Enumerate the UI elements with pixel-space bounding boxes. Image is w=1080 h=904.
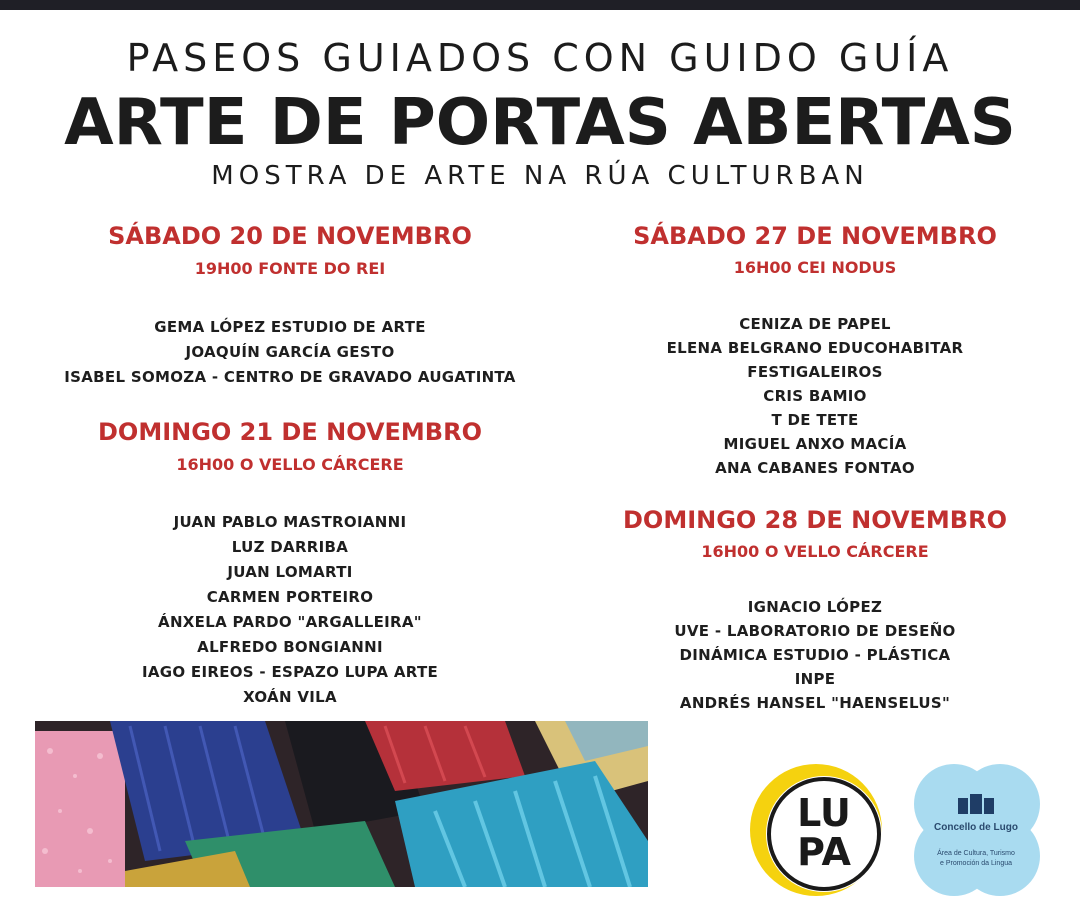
- artist-list-sun28: [590, 595, 1040, 715]
- artist-item: ALFREDO BONGIANNI: [197, 638, 383, 656]
- artist-item: ISABEL SOMOZA - CENTRO DE GRAVADO AUGATINTA: [64, 368, 516, 386]
- artist-item: CRIS BAMIO: [763, 387, 867, 405]
- artist-item: IAGO EIREOS - ESPAZO LUPA ARTE: [141, 663, 439, 681]
- event-place-sun21: 16H00 O VELLO CÁRCERE: [176, 455, 404, 474]
- lupa-logo-line1: LU: [797, 791, 851, 835]
- concello-de-lugo-logo: [906, 760, 1046, 900]
- event-day-sun28: DOMINGO 28 DE NOVEMBRO: [623, 506, 1007, 534]
- concello-name: Concello de Lugo: [934, 822, 1018, 833]
- lupa-logo: [748, 760, 888, 900]
- event-day-sat20: SÁBADO 20 DE NOVEMBRO: [108, 222, 472, 250]
- event-day-sun21: DOMINGO 21 DE NOVEMBRO: [98, 418, 482, 446]
- event-place-sat27: 16H00 CEI NODUS: [733, 258, 897, 277]
- artist-item: CENIZA DE PAPEL: [739, 315, 891, 333]
- lupa-logo-line2: PA: [797, 830, 851, 874]
- header-subtitle: PASEOS GUIADOS CON GUIDO GUÍA: [126, 36, 954, 80]
- artist-item: ANA CABANES FONTAO: [715, 459, 915, 477]
- artist-item: CARMEN PORTEIRO: [206, 588, 374, 606]
- artist-item: T DE TETE: [771, 411, 859, 429]
- artist-item: IGNACIO LÓPEZ: [747, 598, 883, 616]
- artist-item: DINÁMICA ESTUDIO - PLÁSTICA: [679, 646, 951, 664]
- page-title: ARTE DE PORTAS ABERTAS: [64, 86, 1016, 160]
- artist-item: UVE - LABORATORIO DE DESEÑO: [674, 622, 956, 640]
- artist-list-sun21: [40, 510, 540, 710]
- artist-item: JUAN PABLO MASTROIANNI: [173, 513, 407, 531]
- artist-item: LUZ DARRIBA: [231, 538, 349, 556]
- artist-item: ANDRÉS HANSEL "HAENSELUS": [679, 694, 951, 712]
- artist-item: GEMA LÓPEZ ESTUDIO DE ARTE: [154, 318, 426, 336]
- artist-list-sat27: [590, 312, 1040, 480]
- concello-dept-line2: e Promoción da Lingua: [940, 860, 1012, 867]
- paint-brushes-image: [35, 721, 648, 887]
- artist-list-sat20: [40, 315, 540, 390]
- event-place-sat20: 19H00 FONTE DO REI: [194, 259, 386, 278]
- artist-item: INPE: [794, 670, 836, 688]
- right-column: [590, 0, 1040, 720]
- artist-item: ELENA BELGRANO EDUCOHABITAR: [666, 339, 964, 357]
- header-tagline: MOSTRA DE ARTE NA RÚA CULTURBAN: [211, 161, 869, 191]
- event-day-sat27: SÁBADO 27 DE NOVEMBRO: [633, 222, 997, 250]
- artist-item: ÁNXELA PARDO "ARGALLEIRA": [158, 613, 422, 631]
- artist-item: XOÁN VILA: [243, 688, 337, 706]
- artist-item: JOAQUÍN GARCÍA GESTO: [185, 343, 395, 361]
- artist-item: JUAN LOMARTI: [227, 563, 353, 581]
- event-place-sun28: 16H00 O VELLO CÁRCERE: [701, 542, 929, 561]
- left-column: [40, 0, 540, 720]
- paint-brushes-illustration: [35, 721, 648, 887]
- artist-item: MIGUEL ANXO MACÍA: [723, 435, 907, 453]
- concello-dept-line1: Área de Cultura, Turismo: [937, 850, 1015, 857]
- artist-item: FESTIGALEIROS: [747, 363, 883, 381]
